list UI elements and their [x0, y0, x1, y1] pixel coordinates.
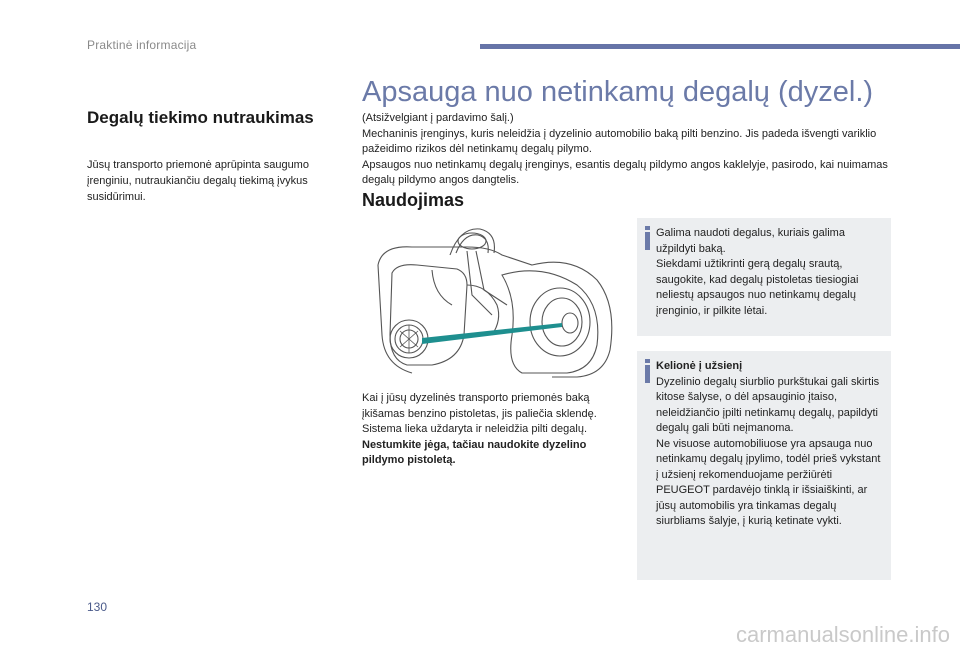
usage-warning: Nestumkite jėga, tačiau naudokite dyzelino pildymo pistoletą.	[362, 438, 587, 466]
usage-paragraph: Kai į jūsų dyzelinės transporto priemonės baką įkišamas benzino pistoletas, jis paliečia sklendę. Sistema lieka uždaryta ir neleidžia pilti degalų.	[362, 392, 597, 435]
left-section-title: Degalų tiekimo nutraukimas	[87, 108, 314, 127]
info-icon	[645, 226, 650, 250]
intro-paragraph: (Atsižvelgiant į pardavimo šalį.)	[362, 112, 514, 124]
left-section-text: Jūsų transporto priemonė aprūpinta saugumo įrenginiu, nutraukiančiu degalų tiekimą įvykus susidūrimui.	[87, 159, 309, 203]
usage-text	[362, 391, 624, 469]
watermark: carmanualsonline.info	[735, 622, 950, 647]
fuel-filler-illustration	[372, 225, 620, 380]
usage-section-title: Naudojimas	[362, 190, 465, 210]
info-box-travel-abroad	[637, 351, 891, 580]
main-title: Apsauga nuo netinkamų degalų (dyzel.)	[362, 76, 874, 108]
info-box-line: Galima naudoti degalus, kuriais galima užpildyti baką.	[656, 227, 845, 255]
info-box-line: Dyzelinio degalų siurblio purkštukai gali skirtis kitose šalyse, o dėl apsauginio įtaiso, neleidžiančio įpilti netinkamų degalų, papildyti degalų gali būti neįmanoma.	[656, 375, 880, 434]
page-number: 130	[87, 600, 108, 614]
info-box-line: Siekdami užtikrinti gerą degalų srautą, saugokite, kad degalų pistoletas tiesiogiai neliestų apsaugos nuo netinkamų degalų įrenginio, ir pilkite lėtai.	[656, 258, 859, 317]
header-bar	[480, 44, 960, 49]
intro-paragraph: Apsaugos nuo netinkamų degalų įrenginys, esantis degalų pildymo angos kaklelyje, pasirodo, kai nuimamas degalų pildymo angos dangtelis.	[362, 158, 888, 186]
intro-paragraph: Mechaninis įrenginys, kuris neleidžia į dyzelinio automobilio baką pilti benzino. Jis padeda išvengti variklio pažeidimo rizikos dėl netinkamų degalų pilymo.	[362, 127, 877, 155]
info-box-title: Kelionė į užsienį	[656, 360, 743, 372]
callout-pointer	[422, 323, 562, 344]
header-section-title: Praktinė informacija	[87, 38, 197, 52]
info-box-line: Ne visuose automobiliuose yra apsauga nuo netinkamų degalų įpylimo, todėl prieš vykstant į užsienį rekomenduojame peržiūrėti PEUGEOT pardavėjo tinklą ir išsiaiškinti, ar jūsų automobilis yra tinkamas degalų siurbliams šalyje, į kurią ketinate vykti.	[656, 437, 881, 527]
info-box-fuel	[637, 218, 891, 336]
info-icon	[645, 359, 650, 383]
intro-text	[362, 111, 902, 189]
